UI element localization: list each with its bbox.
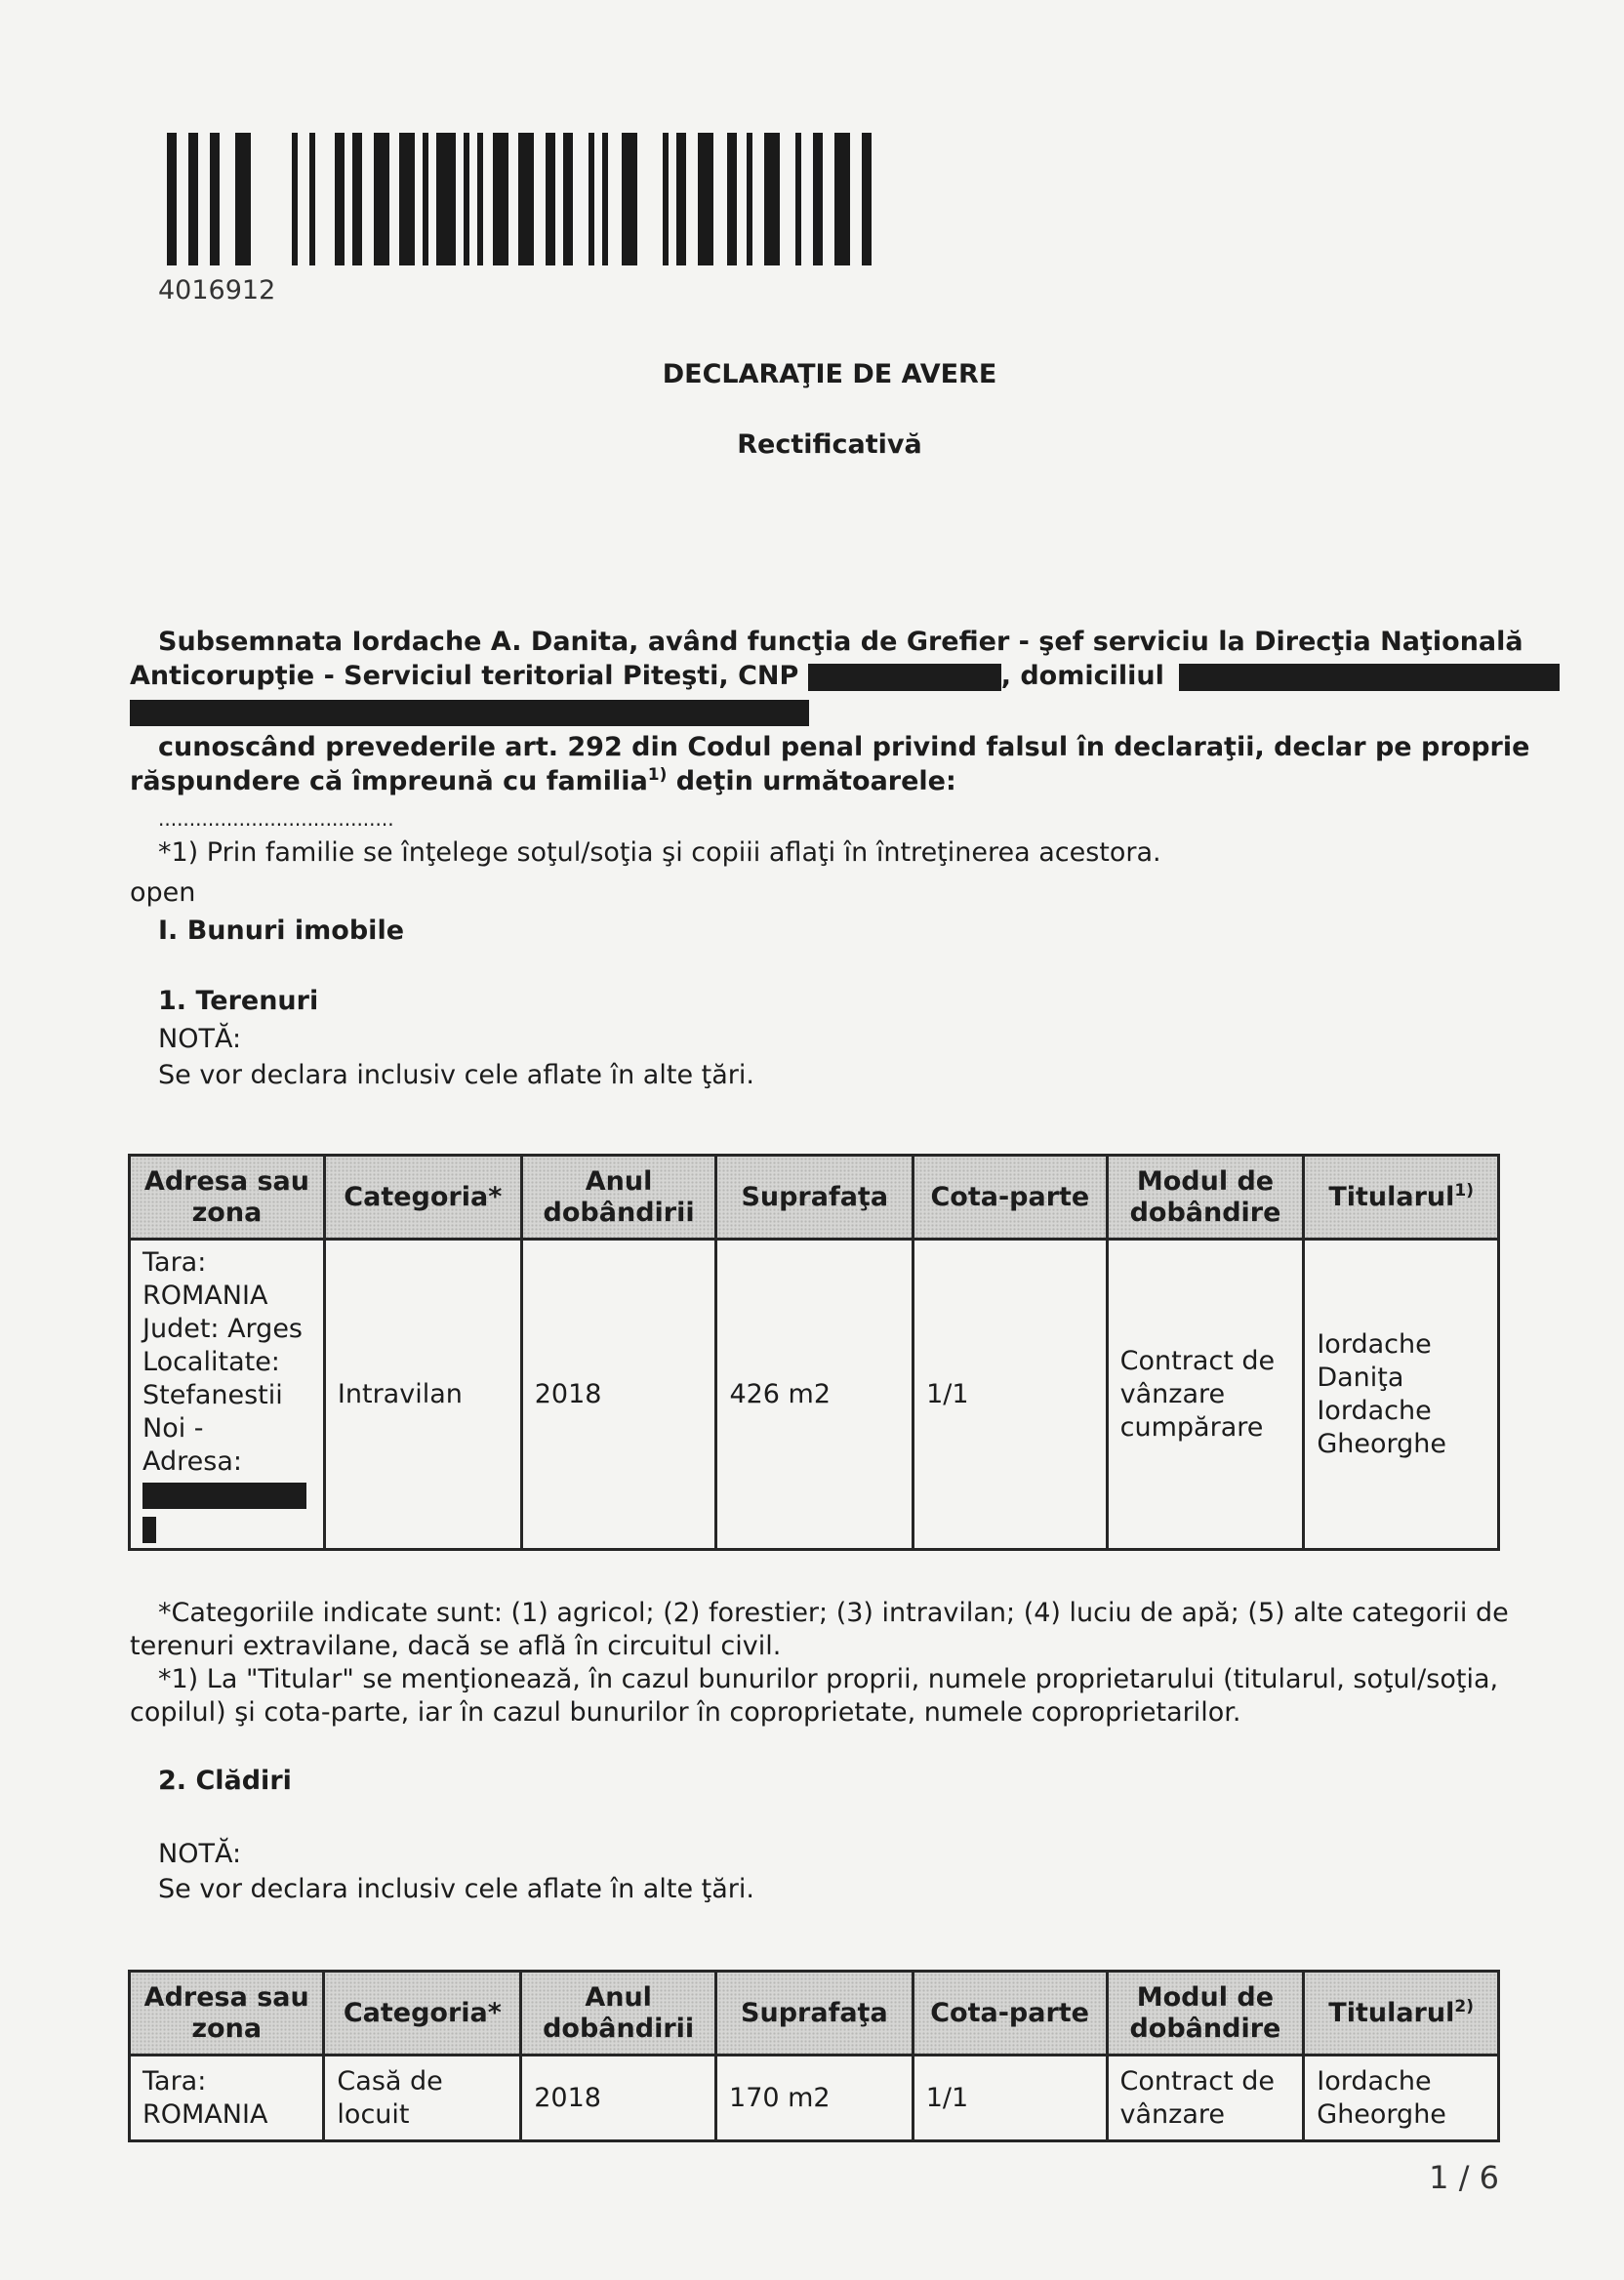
subsection-heading-cladiri: 2. Clădiri (158, 1766, 292, 1796)
header-titularul-label: Titularul (1328, 1997, 1455, 2028)
nota-label-2: NOTĂ: (158, 1839, 242, 1869)
modul-line: Contract de (1119, 2065, 1276, 2097)
adresa-line: Noi - (142, 1413, 204, 1444)
cell-modul (1107, 2056, 1304, 2141)
titular-note-2: copilul) şi cota-parte, iar în cazul bunurilor în coproprietate, numele coproprietarilor. (130, 1697, 1241, 1728)
intro-line-5-start: răspundere că împreună cu familia (130, 766, 648, 796)
footnote-marker: 1) (647, 765, 668, 785)
header-titularul (1304, 1156, 1499, 1240)
titular-line: Iordache (1317, 2065, 1432, 2097)
page-number: 1 / 6 (1429, 2159, 1499, 2196)
address-redaction (1179, 664, 1560, 691)
titular-line: Gheorghe (1317, 1428, 1446, 1459)
intro-line-4: cunoscând prevederile art. 292 din Codul penal privind falsul în declaraţii, declar pe proprie (158, 732, 1530, 762)
titular-line: Daniţa (1317, 1362, 1404, 1393)
cell-titular (1304, 1240, 1499, 1550)
adresa-line: Tara: (142, 2065, 207, 2097)
cnp-redaction (808, 664, 1001, 691)
cell-anul: 2018 (521, 1240, 716, 1550)
modul-line: vânzare (1119, 2098, 1226, 2130)
intro-line-5-end: deţin următoarele: (667, 766, 956, 796)
header-categoria: Categoria* (324, 1972, 521, 2056)
categoria-line: locuit (337, 2098, 410, 2130)
adresa-redaction (142, 1483, 306, 1509)
adresa-line: ROMANIA (142, 2098, 268, 2130)
dots-line: ...................................... (158, 807, 394, 831)
cell-cota: 1/1 (913, 2056, 1107, 2141)
header-titularul-label: Titularul (1328, 1181, 1455, 1212)
cell-anul: 2018 (521, 2056, 716, 2141)
nota-text: Se vor declara inclusiv cele aflate în alte ţări. (158, 1060, 754, 1090)
barcode-number: 4016912 (158, 275, 276, 305)
header-adresa: Adresa sau zona (130, 1156, 325, 1240)
open-text: open (130, 877, 196, 908)
categoria-line: Casă de (337, 2065, 443, 2097)
intro-line-5 (130, 765, 956, 798)
document-subtitle: Rectificativă (737, 429, 922, 460)
adresa-line: Tara: (142, 1247, 207, 1278)
adresa-line: ROMANIA (142, 1281, 268, 1311)
cell-adresa (130, 2056, 324, 2141)
table-header-row (130, 1156, 1499, 1240)
header-cota: Cota-parte (914, 1156, 1108, 1240)
header-titularul-footnote: 1) (1454, 1180, 1475, 1201)
intro-line-2-end: , domiciliul (1000, 661, 1164, 691)
header-suprafata: Suprafaţa (716, 1972, 914, 2056)
intro-line-1: Subsemnata Iordache A. Danita, având funcţia de Grefier - şef serviciu la Direcţia Naţională (158, 627, 1523, 657)
titular-line: Iordache (1317, 1328, 1432, 1360)
cell-suprafata: 170 m2 (716, 2056, 914, 2141)
adresa-redaction-small (142, 1517, 156, 1543)
header-titularul (1304, 1972, 1499, 2056)
address-redaction-line (130, 700, 809, 726)
terenuri-table (128, 1154, 1500, 1551)
table-row (130, 1240, 1499, 1550)
header-titularul-footnote: 2) (1454, 1996, 1474, 2016)
titular-line: Gheorghe (1317, 2098, 1446, 2130)
cell-titular (1304, 2056, 1499, 2141)
section-heading-bunuri-imobile: I. Bunuri imobile (158, 916, 405, 946)
header-suprafata: Suprafaţa (716, 1156, 914, 1240)
header-cota: Cota-parte (913, 1972, 1107, 2056)
header-categoria: Categoria* (324, 1156, 521, 1240)
titular-note-1: *1) La "Titular" se menţionează, în cazul bunurilor proprii, numele proprietarului (titularul, soţul/soţia, (158, 1664, 1499, 1694)
header-anul: Anul dobândirii (521, 1156, 716, 1240)
adresa-line: Adresa: (142, 1446, 242, 1477)
intro-line-2-start: Anticorupţie - Serviciul teritorial Piteşti, CNP (130, 661, 799, 691)
cell-cota: 1/1 (914, 1240, 1108, 1550)
nota-text-2: Se vor declara inclusiv cele aflate în alte ţări. (158, 1874, 754, 1904)
adresa-line: Judet: Arges (142, 1314, 304, 1344)
header-modul: Modul de dobândire (1107, 1156, 1304, 1240)
table-header-row (130, 1972, 1499, 2056)
document-title: DECLARAŢIE DE AVERE (662, 359, 997, 389)
titular-line: Iordache (1317, 1395, 1432, 1426)
header-adresa: Adresa sau zona (130, 1972, 324, 2056)
header-anul: Anul dobândirii (521, 1972, 716, 2056)
header-modul: Modul de dobândire (1107, 1972, 1304, 2056)
table-row (130, 2056, 1499, 2141)
family-note: *1) Prin familie se înţelege soţul/soţia şi copiii aflaţi în întreţinerea acestora. (158, 837, 1161, 868)
cell-suprafata: 426 m2 (716, 1240, 914, 1550)
cell-modul: Contract de vânzare cumpărare (1107, 1240, 1304, 1550)
subsection-heading-terenuri: 1. Terenuri (158, 986, 319, 1016)
barcode (167, 133, 876, 265)
adresa-line: Localitate: (142, 1347, 280, 1377)
categories-note-2: terenuri extravilane, dacă se află în circuitul civil. (130, 1631, 782, 1661)
adresa-line: Stefanestii (142, 1380, 283, 1410)
categories-note-1: *Categoriile indicate sunt: (1) agricol; (2) forestier; (3) intravilan; (4) luciu de apă; (5) alte categorii de (158, 1598, 1509, 1628)
cladiri-table (128, 1970, 1500, 2142)
cell-categoria (324, 2056, 521, 2141)
nota-label: NOTĂ: (158, 1024, 242, 1054)
intro-line-2 (130, 660, 1560, 693)
cell-categoria: Intravilan (324, 1240, 521, 1550)
cell-adresa (130, 1240, 325, 1550)
